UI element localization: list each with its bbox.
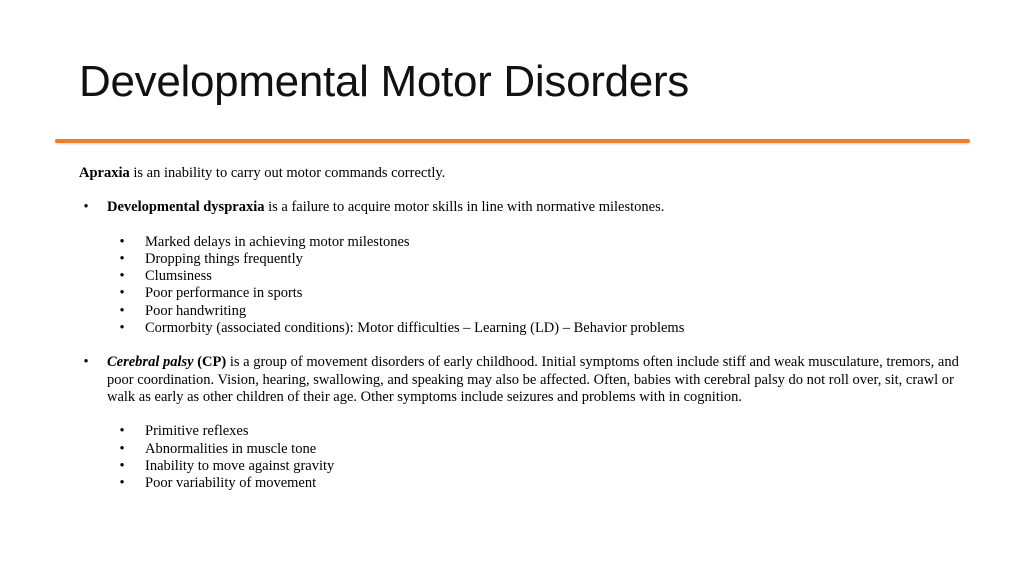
list-item (79, 251, 959, 268)
dyspraxia-definition: is a failure to acquire motor skills in line with normative milestones. (264, 199, 665, 216)
cerebral-palsy-bullet (79, 354, 959, 406)
list-item (79, 458, 959, 475)
slide-title: Developmental Motor Disorders (79, 57, 689, 106)
bullet-icon: • (119, 250, 125, 267)
bullet-icon: • (119, 233, 125, 250)
list-item-text: Inability to move against gravity (145, 457, 335, 474)
apraxia-paragraph (79, 165, 959, 182)
dyspraxia-symptom-list (79, 234, 959, 338)
cerebral-palsy-definition: is a group of movement disorders of early childhood. Initial symptoms often include stiff and weak musculature, tremors, and poor coordination. Vision, hearing, swallowing, and speaking may also be affected. Often, babies with cerebral palsy do not roll over, sit, crawl or walk as early as other children of their age. Other symptoms include seizures and problems with in cognition. (107, 354, 959, 405)
apraxia-definition: is an inability to carry out motor commands correctly. (129, 165, 446, 181)
bullet-icon: • (119, 285, 125, 302)
list-item (79, 285, 959, 302)
bullet-icon: • (119, 423, 125, 440)
bullet-icon: • (119, 268, 125, 285)
list-item-text: Primitive reflexes (145, 423, 249, 440)
list-item-text: Poor variability of movement (145, 475, 317, 492)
list-item (79, 303, 959, 320)
list-item (79, 423, 959, 440)
list-item (79, 475, 959, 492)
dyspraxia-bullet (79, 199, 959, 216)
bullet-icon: • (119, 475, 125, 492)
list-item-text: Poor performance in sports (145, 285, 303, 302)
cerebral-palsy-term: Cerebral palsy (107, 354, 194, 371)
slide-content (79, 165, 959, 492)
title-underline (55, 139, 970, 143)
list-item-text: Marked delays in achieving motor milestones (145, 233, 410, 250)
list-item (79, 234, 959, 251)
list-item-text: Poor handwriting (145, 302, 247, 319)
apraxia-term: Apraxia (79, 165, 130, 181)
list-item-text: Abnormalities in muscle tone (145, 440, 317, 457)
bullet-icon: • (83, 199, 89, 216)
list-item (79, 441, 959, 458)
list-item-text: Clumsiness (145, 268, 212, 285)
cerebral-palsy-symptom-list (79, 423, 959, 492)
list-item (79, 268, 959, 285)
bullet-icon: • (119, 320, 125, 337)
cerebral-palsy-abbrev: (CP) (193, 354, 227, 371)
dyspraxia-term: Developmental dyspraxia (107, 199, 265, 216)
bullet-icon: • (119, 457, 125, 474)
list-item-text: Cormorbity (associated conditions): Motor difficulties – Learning (LD) – Behavior problems (145, 320, 685, 337)
bullet-icon: • (119, 440, 125, 457)
list-item-text: Dropping things frequently (145, 250, 303, 267)
bullet-icon: • (119, 302, 125, 319)
bullet-icon: • (83, 354, 89, 371)
list-item (79, 320, 959, 337)
